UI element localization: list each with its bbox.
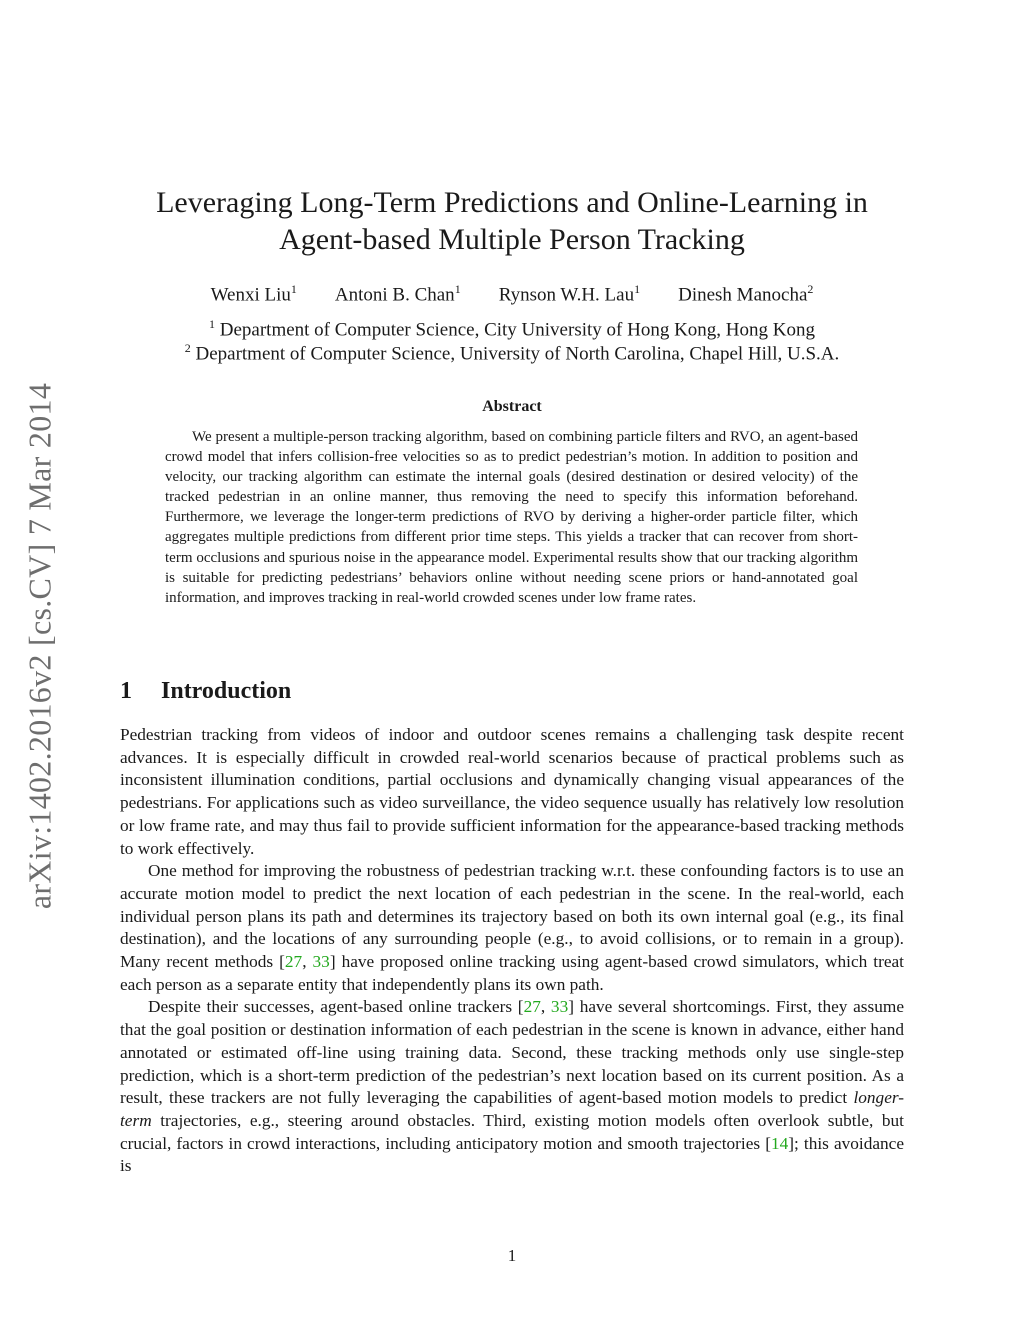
abstract-heading: Abstract (482, 398, 542, 415)
arxiv-identifier: arXiv:1402.2016v2 [cs.CV] 7 Mar 2014 (21, 382, 58, 910)
paragraph: Despite their successes, agent-based online trackers [27, 33] have several shortcomings. First, they assume that the goal position or destination information of each pedestrian in the scene is known in advance, either hand annotated or estimated off-line using training data. Second, these tracking methods only use single-step prediction, which is a short-term prediction of the pedestrian’s next location based on its current position. As a result, these trackers are not fully leveraging the capabilities of agent-based motion models to predict longer-term trajectories, e.g., steering around obstacles. Third, existing motion models often overlook subtle, but crucial, factors in crowd interactions, including anticipatory motion and smooth trajectories [14]; this avoidance is (120, 997, 904, 1176)
citation-link[interactable]: 14 (770, 1133, 789, 1153)
affiliation: $^1$ Department of Computer Science, City University of Hong Kong, Hong Kong (209, 317, 815, 341)
citation-link[interactable]: 33 (312, 952, 330, 972)
paragraph: One method for improving the robustness of pedestrian tracking w.r.t. these confounding factors is to use an accurate motion model to predict the next location of each pedestrian in the scene. In the real-world, each individual person plans its path and determines its trajectory based on both its own internal goal (e.g., its final destination), and the locations of any surrounding people (e.g., to avoid collisions, or to remain in a group). Many recent methods [27, 33] have proposed online tracking using agent-based crowd simulators, which treat each person as a separate entity that independently plans its own path. (120, 861, 904, 994)
paragraph: Pedestrian tracking from videos of indoor and outdoor scenes remains a challenging task despite recent advances. It is especially difficult in crowded real-world scenarios because of practical problems such as inconsistent illumination conditions, partial occlusions and dynamically changing visual appearances of the pedestrians. For applications such as video surveillance, the video sequence usually has relatively low resolution or low frame rate, and may thus fail to provide sufficient information for the appearance-based tracking methods to work effectively. (120, 725, 904, 858)
citation-link[interactable]: 27 (523, 997, 541, 1017)
body-text (120, 724, 904, 1178)
page-number: 1 (507, 1246, 517, 1265)
affiliation: $^2$ Department of Computer Science, University of North Carolina, Chapel Hill, U.S.A. (184, 341, 840, 365)
author: Dinesh Manocha$^2$ (678, 282, 814, 306)
abstract-text: We present a multiple-person tracking algorithm, based on combining particle filters and RVO, an agent-based crowd model that infers collision-free velocities so as to predict pedestrian’s motion. In addition to position and velocity, our tracking algorithm can estimate the internal goals (desired destination or desired velocity) of the tracked pedestrian in an online manner, thus removing the need to specify this information beforehand. Furthermore, we leverage the longer-term predictions of RVO by deriving a higher-order particle filter, which aggregates multiple predictions from different prior time steps. This yields a tracker that can recover from short-term occlusions and spurious noise in the appearance model. Experimental results show that our tracking algorithm is suitable for predicting pedestrians’ behaviors online without needing scene priors or hand-annotated goal information, and improves tracking in real-world crowded scenes under low frame rates. (165, 429, 858, 606)
paper-title: Leveraging Long-Term Predictions and Online-Learning in Agent-based Multiple Person Tracking (156, 186, 868, 256)
author-list (120, 282, 904, 306)
section-number: 1 (120, 678, 132, 704)
citation-link[interactable]: 27 (284, 952, 303, 972)
author: Wenxi Liu$^1$ (210, 282, 297, 306)
section-heading (120, 678, 291, 705)
section-title: Introduction (161, 678, 292, 704)
citation-link[interactable]: 33 (550, 997, 569, 1017)
author: Antoni B. Chan$^1$ (334, 282, 461, 306)
author: Rynson W.H. Lau$^1$ (498, 282, 641, 306)
